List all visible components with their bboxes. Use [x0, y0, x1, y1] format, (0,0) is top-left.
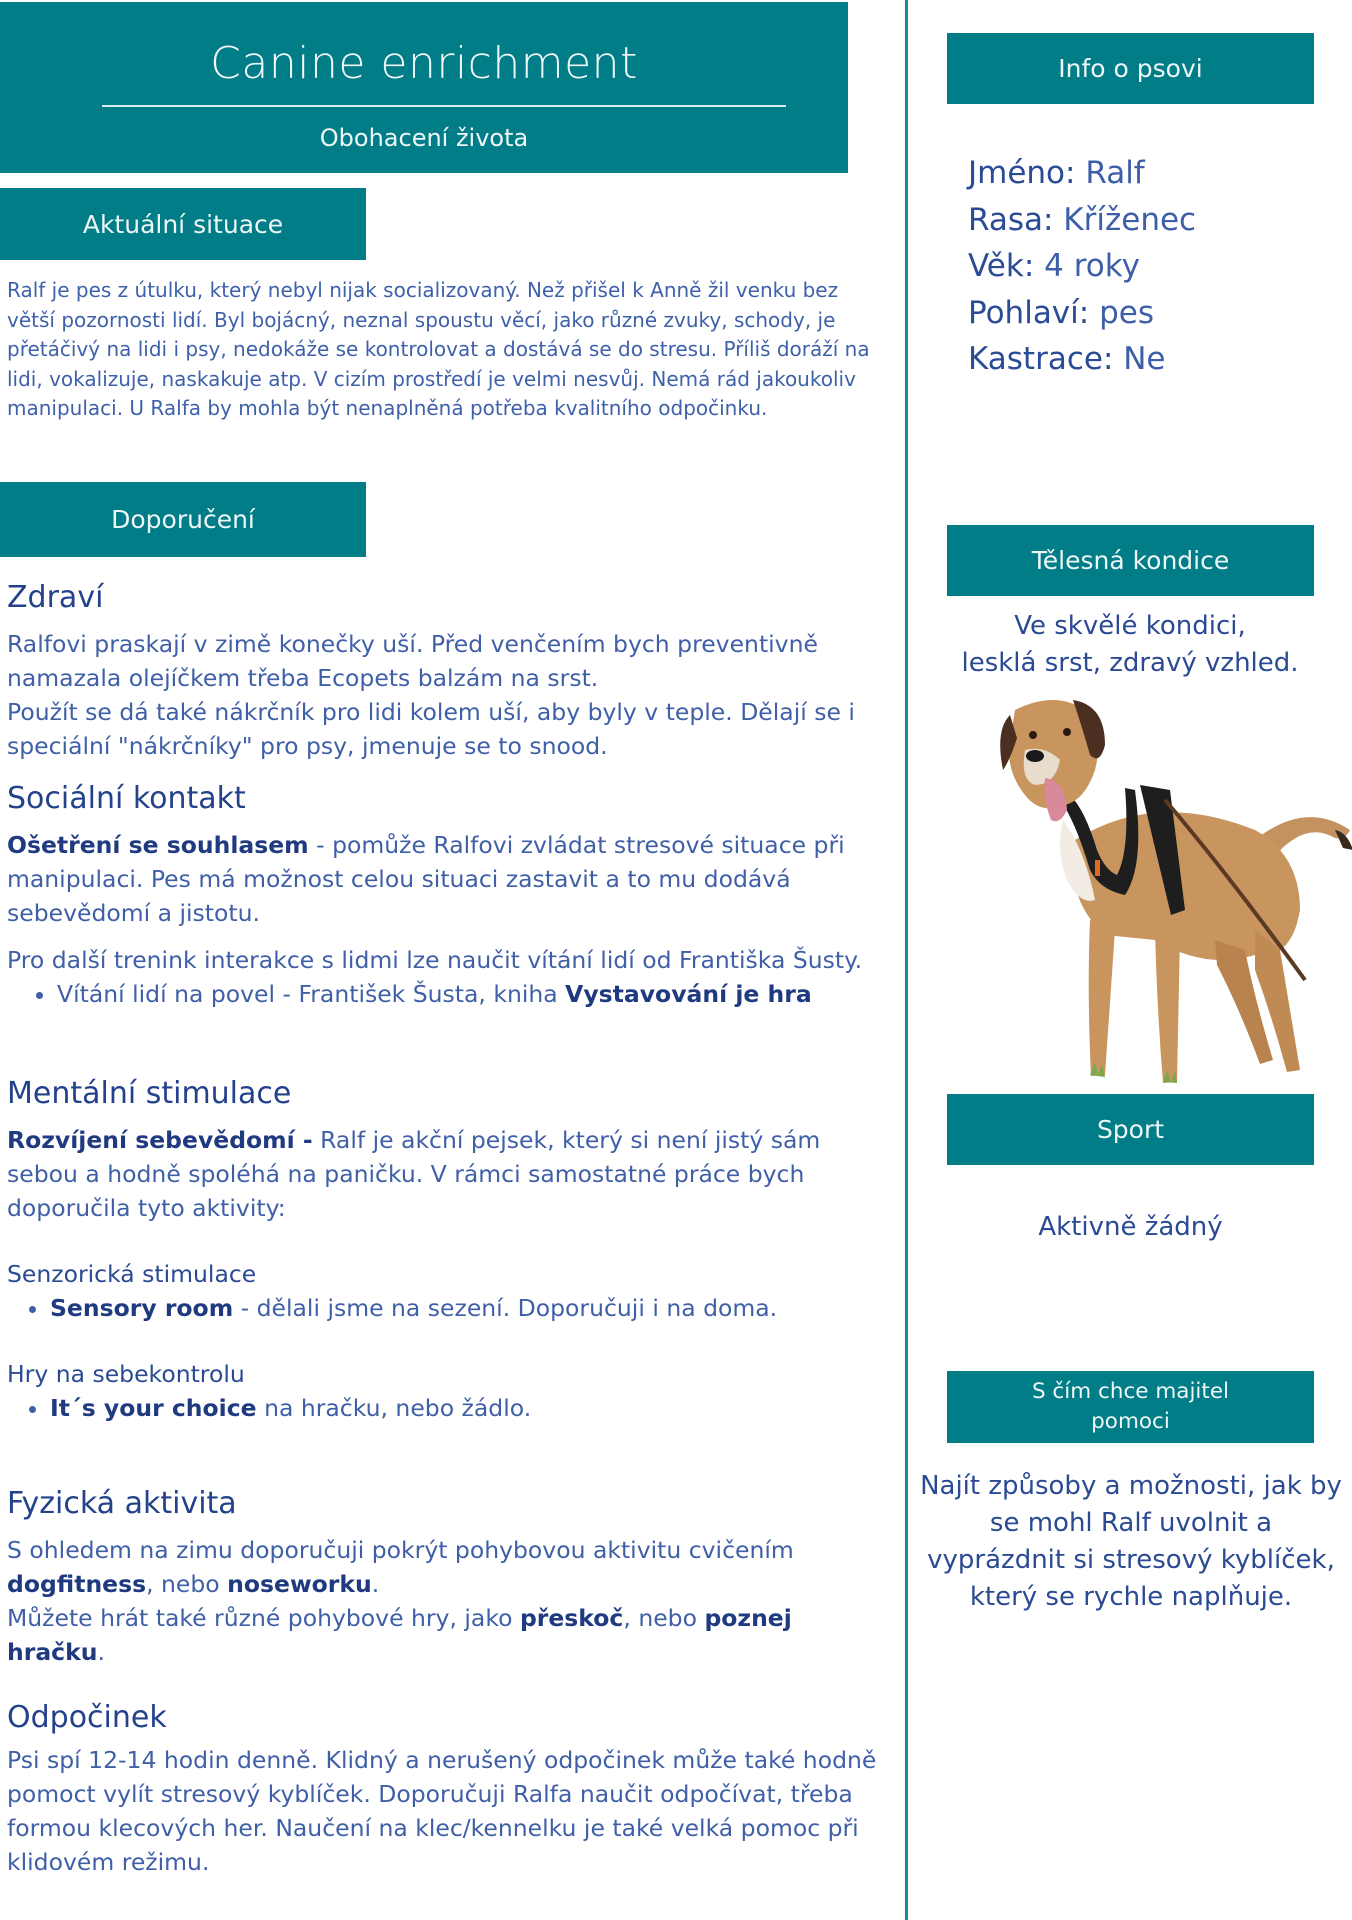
mental-heading: Mentální stimulace	[7, 1076, 292, 1111]
health-paragraph	[7, 627, 887, 763]
sidebar-label-sport: Sport	[947, 1094, 1314, 1165]
page-title: Canine enrichment	[210, 38, 638, 89]
health-section	[7, 580, 887, 763]
rest-paragraph: Psi spí 12-14 hodin denně. Klidný a nerušený odpočinek může také hodně pomoct vylít stresový kyblíček. Doporučuji Ralfa naučit odpočívat, třeba formou klecových her. Naučení na klec/kennelku je také velká pomoc při klidovém režimu.	[7, 1746, 877, 1876]
info-row-name: Jméno: Ralf	[968, 155, 1145, 191]
physical-paragraph: S ohledem na zimu doporučuji pokrýt pohybovou aktivitu cvičením dogfitness, nebo noseworku. Můžete hrát také různé pohybové hry, jako přeskoč, nebo poznej hračku.	[7, 1536, 794, 1666]
page-subtitle: Obohacení života	[319, 124, 529, 152]
health-heading: Zdraví	[7, 580, 104, 615]
physical-heading: Fyzická aktivita	[7, 1486, 237, 1521]
dog-info-list	[968, 150, 1328, 383]
sidebar-label-dog-info: Info o psovi	[947, 33, 1314, 104]
social-paragraph-1: Ošetření se souhlasem - pomůže Ralfovi zvládat stresové situace při manipulaci. Pes má možnost celou situaci zastavit a to mu dodává sebevědomí a jistotu.	[7, 831, 845, 927]
health-line-2: Použít se dá také nákrčník pro lidi kolem uší, aby byly v teple. Dělají se i speciální "nákrčníky" pro psy, jmenuje se to snood.	[7, 698, 855, 760]
section-label-current-situation	[0, 188, 366, 260]
social-bold-term: Ošetření se souhlasem	[7, 831, 309, 859]
mental-section	[7, 1076, 887, 1425]
health-line-1: Ralfovi praskají v zimě konečky uší. Před venčením bych preventivně namazala olejíčkem třeba Ecopets balzám na srst.	[7, 630, 818, 692]
selfcontrol-heading: Hry na sebekontrolu	[7, 1360, 245, 1388]
section-label-text: Doporučení	[111, 505, 255, 534]
dog-photo	[955, 690, 1352, 1090]
info-row-breed: Rasa: Kříženec	[968, 201, 1197, 238]
social-paragraph-2: Pro další trenink interakce s lidmi lze naučit vítání lidí od Františka Šusty.	[7, 946, 863, 974]
selfcontrol-list	[7, 1391, 887, 1425]
sidebar-label-owner-help: S čím chce majitel pomoci	[947, 1371, 1314, 1443]
mental-bold-term: Rozvíjení sebevědomí -	[7, 1126, 313, 1154]
rest-heading: Odpočinek	[7, 1700, 167, 1735]
list-item: • It´s your choice na hračku, nebo žádlo.	[50, 1391, 887, 1425]
column-divider	[905, 0, 908, 1920]
sensory-heading: Senzorická stimulace	[7, 1260, 257, 1288]
info-row-age: Věk: 4 roky	[968, 248, 1140, 284]
info-row-sex: Pohlaví: pes	[968, 294, 1154, 331]
sidebar-label-body-condition: Tělesná kondice	[947, 525, 1314, 596]
title-divider	[102, 105, 786, 107]
section-label-text: Aktuální situace	[82, 209, 284, 239]
body-condition-text: Ve skvělé kondici, lesklá srst, zdravý vzhled.	[961, 611, 1299, 678]
owner-help-text: Najít způsoby a možnosti, jak by se mohl Ralf uvolnit a vyprázdnit si stresový kyblíček, který se rychle naplňuje.	[920, 1471, 1342, 1612]
book-title: Vystavování je hra	[565, 980, 812, 1008]
info-row-neutered: Kastrace: Ne	[968, 341, 1166, 377]
social-heading: Sociální kontakt	[7, 781, 246, 816]
section-label-recommendations	[0, 482, 366, 557]
physical-section	[7, 1486, 887, 1669]
social-section	[7, 781, 887, 1011]
list-item: • Sensory room - dělali jsme na sezení. Doporučuji i na doma.	[50, 1291, 887, 1325]
current-situation-text: Ralf je pes z útulku, který nebyl nijak socializovaný. Než přišel k Anně žil venku bez větší pozornosti lidí. Byl bojácný, neznal spoustu věcí, jako různé zvuky, schody, je přetáčivý na lidi i psy, nedokáže se kontrolovat a dostává se do stresu. Příliš doráží na lidi, vokalizuje, naskakuje atp. V cizím prostředí je velmi nesvůj. Nemá rád jakoukoliv manipulaci. U Ralfa by mohla být nenaplněná potřeba kvalitního odpočinku.	[7, 278, 870, 420]
rest-section	[7, 1700, 887, 1879]
social-bullet-list	[7, 977, 887, 1011]
mental-paragraph: Rozvíjení sebevědomí - Ralf je akční pejsek, který si není jistý sám sebou a hodně spoléhá na paničku. V rámci samostatné práce bych doporučila tyto aktivity:	[7, 1126, 821, 1222]
sensory-list	[7, 1291, 887, 1325]
sport-value: Aktivně žádný	[1038, 1212, 1223, 1242]
dog-icon	[955, 690, 1352, 1090]
list-item: • Vítání lidí na povel - František Šusta, kniha Vystavování je hra	[57, 977, 887, 1011]
header-banner	[0, 2, 848, 173]
